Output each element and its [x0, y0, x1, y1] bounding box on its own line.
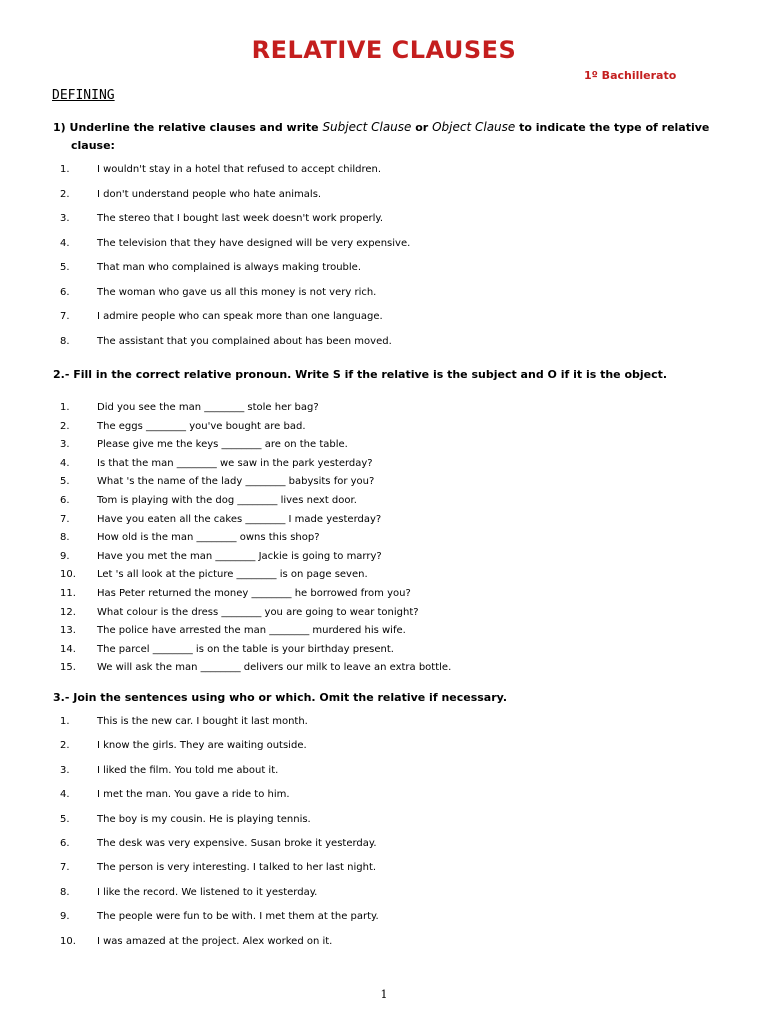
item-text: The desk was very expensive. Susan broke it yesterday. — [97, 837, 377, 849]
item-text: I met the man. You gave a ride to him. — [97, 789, 290, 801]
list-item — [0, 473, 451, 492]
item-number: 9. — [60, 911, 70, 923]
item-number: 12. — [60, 606, 76, 618]
list-item — [0, 835, 379, 859]
page-number: 1 — [380, 988, 388, 1001]
item-text: Has Peter returned the money ________ he borrowed from you? — [97, 587, 411, 599]
list-item — [0, 492, 451, 511]
item-number: 14. — [60, 643, 76, 655]
item-text: How old is the man ________ owns this shop? — [97, 532, 320, 544]
list-item — [0, 713, 379, 737]
exercise3-list — [0, 713, 379, 957]
list-item — [0, 641, 451, 660]
item-text: Is that the man ________ we saw in the park yesterday? — [97, 457, 373, 469]
item-text: Let 's all look at the picture ________ is on page seven. — [97, 569, 368, 581]
item-text: What colour is the dress ________ you are going to wear tonight? — [97, 606, 419, 618]
list-item — [0, 399, 451, 418]
list-item — [0, 418, 451, 437]
item-number: 7. — [60, 513, 70, 525]
course-level: 1º Bachillerato — [584, 69, 677, 82]
page-title: RELATIVE CLAUSES — [251, 36, 517, 64]
item-number: 10. — [60, 935, 76, 947]
item-text: Have you met the man ________ Jackie is going to marry? — [97, 550, 382, 562]
exercise2-instruction: 2.- Fill in the correct relative pronoun. Write S if the relative is the subject and O if it is the object. — [53, 368, 668, 381]
list-item — [0, 585, 451, 604]
item-text: I was amazed at the project. Alex worked on it. — [97, 935, 333, 947]
item-text: The person is very interesting. I talked to her last night. — [97, 862, 377, 874]
item-number: 4. — [60, 237, 70, 249]
list-item — [0, 259, 410, 284]
item-number: 6. — [60, 494, 70, 506]
item-number: 10. — [60, 569, 76, 581]
item-text: What 's the name of the lady ________ babysits for you? — [97, 476, 375, 488]
item-text: I like the record. We listened to it yesterday. — [97, 886, 318, 898]
item-text: We will ask the man ________ delivers our milk to leave an extra bottle. — [97, 662, 452, 674]
item-number: 2. — [60, 188, 70, 200]
item-number: 5. — [60, 476, 70, 488]
list-item — [0, 933, 379, 957]
item-text: That man who complained is always making trouble. — [97, 262, 361, 273]
list-item — [0, 333, 410, 358]
item-number: 6. — [60, 286, 70, 298]
list-item — [0, 811, 379, 835]
list-item — [0, 762, 379, 786]
exercise1-prefix: 1) Underline the relative clauses and write — [53, 121, 323, 134]
list-item — [0, 161, 410, 186]
exercise3-instruction: 3.- Join the sentences using who or which. Omit the relative if necessary. — [53, 691, 507, 704]
list-item — [0, 737, 379, 761]
item-number: 8. — [60, 335, 70, 347]
list-item — [0, 308, 410, 333]
list-item — [0, 659, 451, 678]
item-number: 8. — [60, 886, 70, 898]
item-number: 3. — [60, 213, 70, 224]
item-text: Please give me the keys ________ are on the table. — [97, 439, 348, 451]
exercise2-list — [0, 399, 451, 678]
list-item — [0, 859, 379, 883]
list-item — [0, 529, 451, 548]
exercise1-mid: or — [411, 121, 433, 134]
item-number: 3. — [60, 439, 70, 451]
item-number: 7. — [60, 862, 70, 874]
item-number: 3. — [60, 764, 70, 776]
item-number: 5. — [60, 262, 70, 273]
exercise1-list — [0, 161, 410, 357]
exercise1-line1 — [53, 118, 733, 137]
item-text: This is the new car. I bought it last month. — [97, 716, 308, 727]
list-item — [0, 455, 451, 474]
item-number: 1. — [60, 402, 70, 413]
list-item — [0, 786, 379, 810]
item-text: Tom is playing with the dog ________ lives next door. — [97, 494, 357, 506]
section-heading: DEFINING — [52, 88, 115, 103]
list-item — [0, 210, 410, 235]
item-text: The television that they have designed will be very expensive. — [97, 237, 411, 249]
item-number: 1. — [60, 716, 70, 727]
item-number: 2. — [60, 420, 70, 432]
item-number: 15. — [60, 662, 76, 674]
exercise1-line2: clause: — [71, 139, 115, 152]
item-number: 9. — [60, 550, 70, 562]
list-item — [0, 511, 451, 530]
list-item — [0, 436, 451, 455]
list-item — [0, 284, 410, 309]
item-number: 4. — [60, 457, 70, 469]
item-number: 13. — [60, 625, 76, 637]
item-number: 6. — [60, 837, 70, 849]
list-item — [0, 548, 451, 567]
list-item — [0, 235, 410, 260]
list-item — [0, 604, 451, 623]
item-text: Have you eaten all the cakes ________ I made yesterday? — [97, 513, 382, 525]
list-item — [0, 186, 410, 211]
item-text: Did you see the man ________ stole her bag? — [97, 402, 319, 413]
item-number: 1. — [60, 164, 70, 175]
item-text: I wouldn't stay in a hotel that refused to accept children. — [97, 164, 382, 175]
item-text: I know the girls. They are waiting outside. — [97, 740, 307, 752]
item-text: I admire people who can speak more than one language. — [97, 311, 383, 322]
list-item — [0, 566, 451, 585]
exercise1-instruction — [53, 118, 733, 155]
item-text: The assistant that you complained about has been moved. — [97, 335, 392, 347]
item-text: The stereo that I bought last week doesn't work properly. — [97, 213, 384, 224]
list-item — [0, 622, 451, 641]
item-text: The eggs ________ you've bought are bad. — [97, 420, 306, 432]
item-text: The parcel ________ is on the table is your birthday present. — [97, 643, 394, 655]
item-text: The boy is my cousin. He is playing tennis. — [97, 813, 311, 825]
object-clause-term: Object Clause — [432, 120, 516, 134]
item-text: The woman who gave us all this money is not very rich. — [97, 286, 377, 298]
item-number: 2. — [60, 740, 70, 752]
exercise1-suffix: to indicate the type of relative — [515, 121, 710, 134]
item-number: 11. — [60, 587, 76, 599]
item-text: The police have arrested the man ________ murdered his wife. — [97, 625, 406, 637]
list-item — [0, 908, 379, 932]
item-number: 4. — [60, 789, 70, 801]
item-number: 7. — [60, 311, 70, 322]
item-text: I don't understand people who hate animals. — [97, 188, 322, 200]
subject-clause-term: Subject Clause — [322, 120, 412, 134]
item-number: 8. — [60, 532, 70, 544]
list-item — [0, 884, 379, 908]
item-text: I liked the film. You told me about it. — [97, 764, 279, 776]
item-number: 5. — [60, 813, 70, 825]
item-text: The people were fun to be with. I met them at the party. — [97, 911, 379, 923]
